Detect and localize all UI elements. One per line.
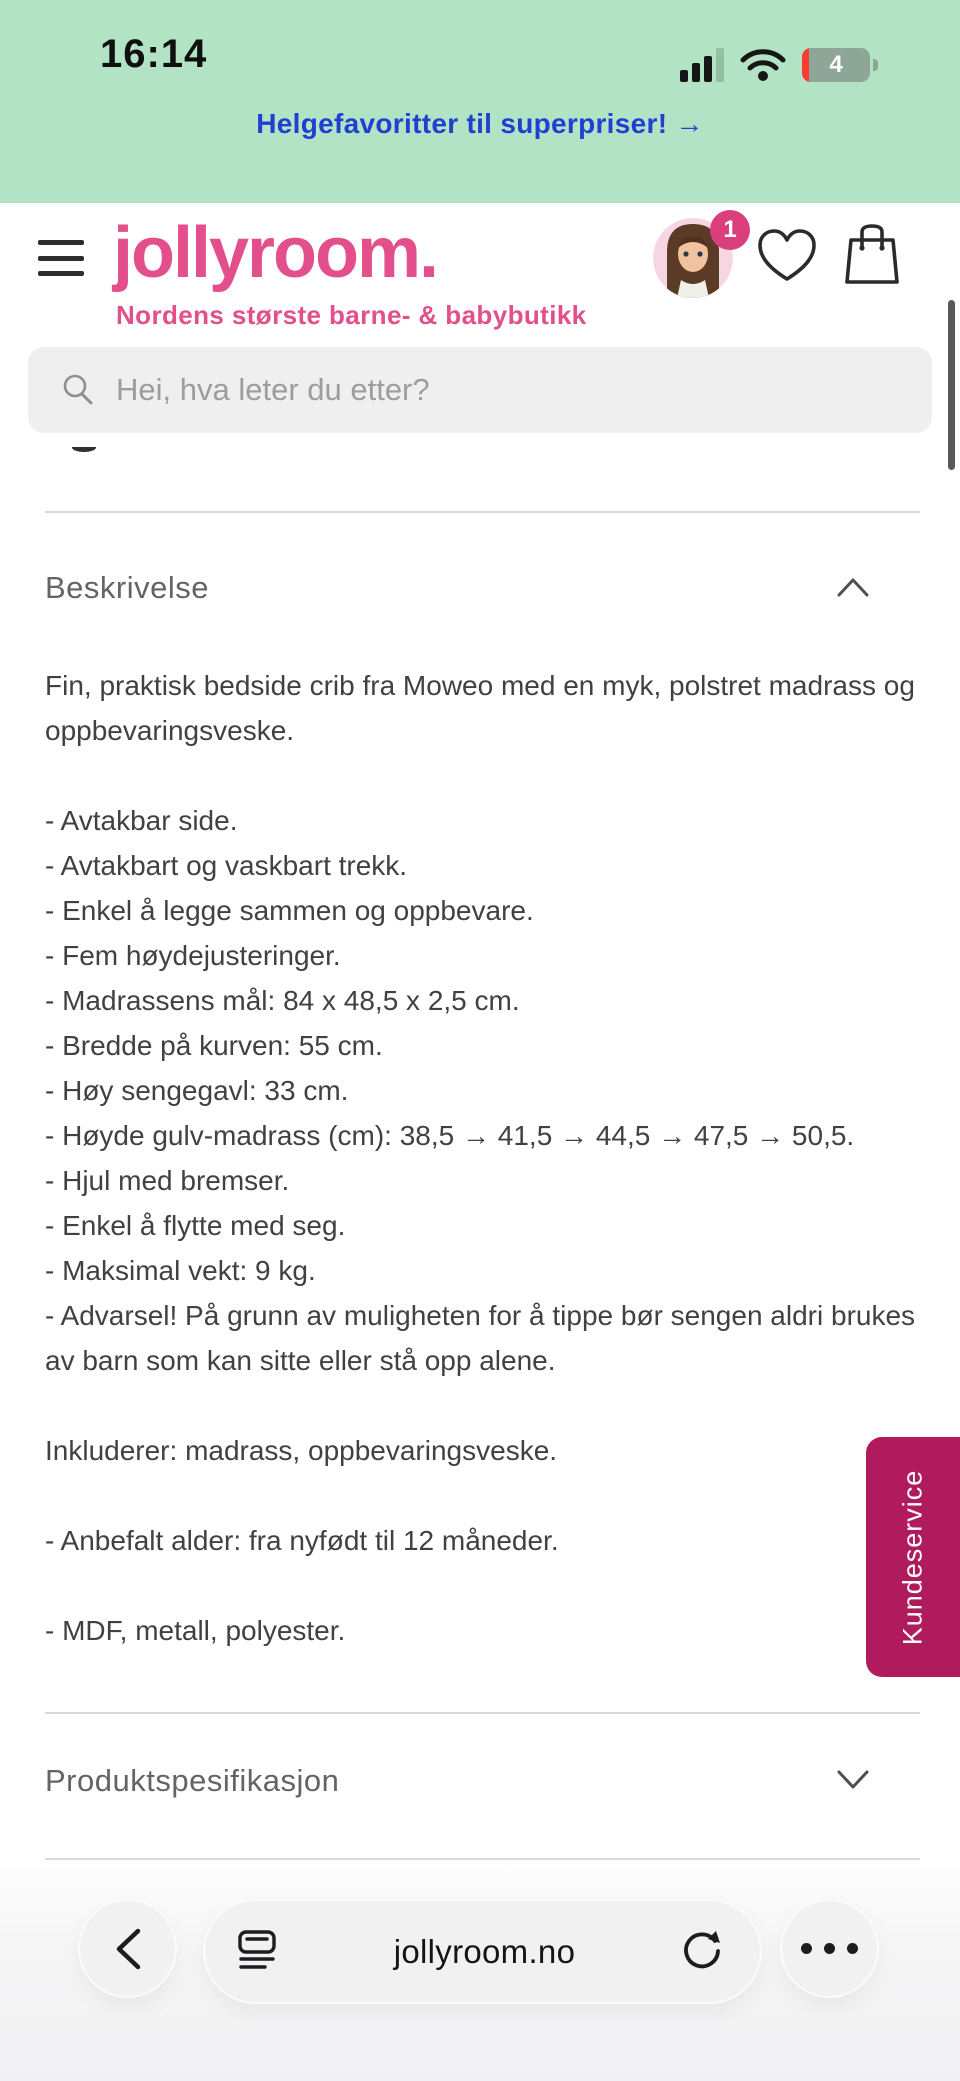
status-icons <box>680 44 878 82</box>
kundeservice-tab[interactable] <box>866 1437 960 1677</box>
ellipsis-icon <box>801 1943 858 1954</box>
browser-more-button[interactable] <box>780 1899 879 1998</box>
page-scrollbar[interactable] <box>948 300 955 470</box>
chevron-up-icon <box>836 575 870 599</box>
scrolled-element-fragment <box>72 443 96 452</box>
description-bullet: - Enkel å legge sammen og oppbevare. <box>45 895 534 926</box>
description-bullet: - Advarsel! På grunn av muligheten for å tippe bør sengen aldri brukes av barn som kan sitte eller stå opp alene. <box>45 1300 916 1376</box>
kundeservice-label: Kundeservice <box>897 1469 928 1645</box>
search-icon <box>60 372 96 408</box>
description-includes: Inkluderer: madrass, oppbevaringsveske. <box>45 1435 558 1466</box>
description-bullet: - Høy sengegavl: 33 cm. <box>45 1075 349 1106</box>
cellular-signal-icon <box>680 48 724 82</box>
jollyroom-logo[interactable]: jollyroom. <box>113 213 438 293</box>
description-bullet: - Enkel å flytte med seg. <box>45 1210 346 1241</box>
description-section-title: Beskrivelse <box>45 570 209 605</box>
description-bullet: - Avtakbart og vaskbart trekk. <box>45 850 408 881</box>
status-promo-area <box>0 0 960 203</box>
search-input[interactable] <box>116 372 896 408</box>
description-bullet: - Madrassens mål: 84 x 48,5 x 2,5 cm. <box>45 985 520 1016</box>
account-badge: 1 <box>710 210 750 250</box>
chevron-down-icon <box>836 1768 870 1792</box>
description-materials: - MDF, metall, polyester. <box>45 1615 346 1646</box>
divider <box>45 511 920 513</box>
description-age: - Anbefalt alder: fra nyfødt til 12 måneder. <box>45 1525 559 1556</box>
description-bullet: - Fem høydejusteringer. <box>45 940 341 971</box>
browser-url: jollyroom.no <box>393 1932 576 1970</box>
search-bar[interactable] <box>28 347 932 433</box>
back-chevron-icon <box>113 1927 143 1971</box>
description-bullet: - Avtakbar side. <box>45 805 238 836</box>
spec-section-title: Produktspesifikasjon <box>45 1763 340 1798</box>
status-time: 16:14 <box>100 32 208 76</box>
browser-address-bar[interactable] <box>203 1899 762 2004</box>
cart-button[interactable] <box>843 222 901 291</box>
description-bullet: - Høyde gulv-madrass (cm): 38,5 → 41,5 → 44,5 → 47,5 → 50,5. <box>45 1120 855 1151</box>
heart-icon <box>756 228 818 284</box>
browser-toolbar <box>0 1860 960 2081</box>
promo-banner[interactable] <box>0 108 960 140</box>
menu-button[interactable] <box>38 240 84 276</box>
reload-icon <box>680 1927 724 1971</box>
description-body <box>45 663 925 1653</box>
description-bullet: - Maksimal vekt: 9 kg. <box>45 1255 316 1286</box>
collapse-description-button[interactable] <box>836 575 870 604</box>
description-intro: Fin, praktisk bedside crib fra Moweo med en myk, polstret madrass og oppbevaringsveske. <box>45 670 915 746</box>
reload-button[interactable] <box>680 1927 724 1976</box>
description-bullet: - Bredde på kurven: 55 cm. <box>45 1030 383 1061</box>
browser-back-button[interactable] <box>78 1899 177 1998</box>
favorites-button[interactable] <box>756 228 818 289</box>
promo-banner-link[interactable]: Helgefavoritter til superpriser! → <box>256 108 704 139</box>
shopping-bag-icon <box>843 222 901 286</box>
divider <box>45 1712 920 1714</box>
battery-percent: 4 <box>829 51 843 78</box>
description-bullet: - Hjul med bremser. <box>45 1165 290 1196</box>
store-tagline: Nordens største barne- & babybutikk <box>116 300 587 330</box>
wifi-icon <box>740 48 786 82</box>
battery-icon <box>802 48 878 82</box>
expand-spec-button[interactable] <box>836 1768 870 1797</box>
account-avatar[interactable] <box>653 216 737 298</box>
